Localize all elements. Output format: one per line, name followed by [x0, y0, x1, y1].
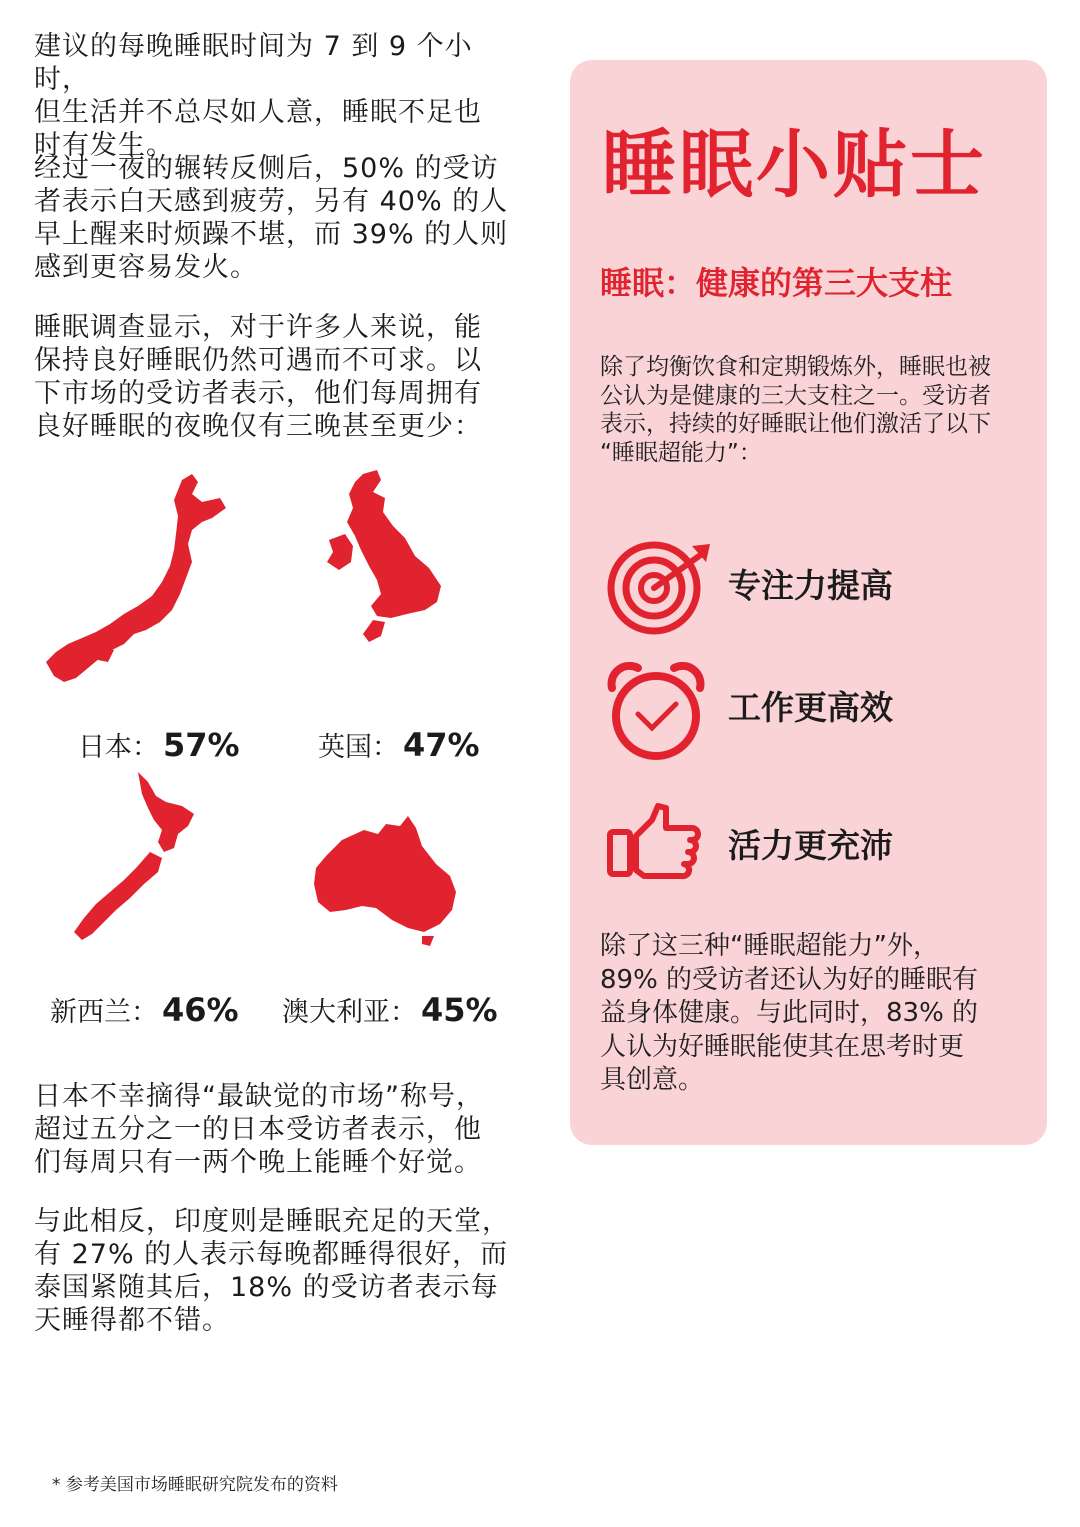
uk-label — [318, 728, 480, 765]
market-name: 新西兰： — [50, 997, 158, 1028]
market-value: 45% — [421, 991, 498, 1029]
panel-title: 睡眠小贴士 — [602, 122, 987, 208]
market-name: 英国： — [318, 732, 399, 763]
japan-map — [42, 472, 232, 687]
closing-paragraph-1: 日本不幸摘得“最缺觉的市场”称号， 超过五分之一的日本受访者表示，他 们每周只有一两个晚上能睡个好觉。 — [34, 1081, 484, 1178]
panel-subtitle: 睡眠：健康的第三大支柱 — [600, 264, 953, 302]
intro-paragraph-3: 睡眠调查显示，对于许多人来说，能 保持良好睡眠仍然可遇而不可求。以 下市场的受访者表示，他们每周拥有 良好睡眠的夜晚仅有三晚甚至更少： — [34, 312, 482, 442]
new-zealand-label — [50, 993, 239, 1030]
superpower-label: 活力更充沛 — [728, 826, 893, 865]
target-icon — [606, 538, 716, 642]
closing-paragraph-2: 与此相反，印度则是睡眠充足的天堂， 有 27% 的人表示每晚都睡得很好，而 泰国紧随其后，18% 的受访者表示每 天睡得都不错。 — [34, 1206, 510, 1336]
superpower-label: 工作更高效 — [728, 688, 893, 727]
panel-intro: 除了均衡饮食和定期锻炼外，睡眠也被 公认为是健康的三大支柱之一。受访者 表示，持续的好睡眠让他们激活了以下 “睡眠超能力”： — [600, 354, 991, 466]
new-zealand-map — [70, 772, 200, 944]
market-value: 57% — [163, 726, 240, 764]
australia-map — [312, 812, 462, 947]
australia-label — [282, 993, 498, 1030]
sleep-tips-panel — [570, 60, 1047, 1145]
superpower-energy — [606, 802, 1026, 902]
alarm-clock-icon — [606, 662, 706, 771]
japan-label — [78, 728, 240, 765]
intro-paragraph-2: 经过一夜的辗转反侧后，50% 的受访 者表示白天感到疲劳，另有 40% 的人 早上醒来时烦躁不堪，而 39% 的人则 感到更容易发火。 — [34, 153, 509, 283]
uk-map — [325, 470, 445, 650]
market-name: 日本： — [78, 732, 159, 763]
thumbs-up-icon — [606, 802, 706, 886]
market-value: 46% — [162, 991, 239, 1029]
market-name: 澳大利亚： — [282, 997, 417, 1028]
panel-outro: 除了这三种“睡眠超能力”外， 89% 的受访者还认为好的睡眠有 益身体健康。与此同时，83% 的 人认为好睡眠能使其在思考时更 具创意。 — [600, 931, 979, 1095]
intro-paragraph-1: 建议的每晚睡眠时间为 7 到 9 个小时， 但生活并不总尽如人意，睡眠不足也 时有发生。 — [34, 31, 482, 161]
footnote: * 参考美国市场睡眠研究院发布的资料 — [52, 1475, 338, 1495]
superpower-efficiency — [606, 662, 1026, 762]
market-value: 47% — [403, 726, 480, 764]
superpower-focus — [606, 538, 1026, 638]
superpower-label: 专注力提高 — [728, 566, 893, 605]
